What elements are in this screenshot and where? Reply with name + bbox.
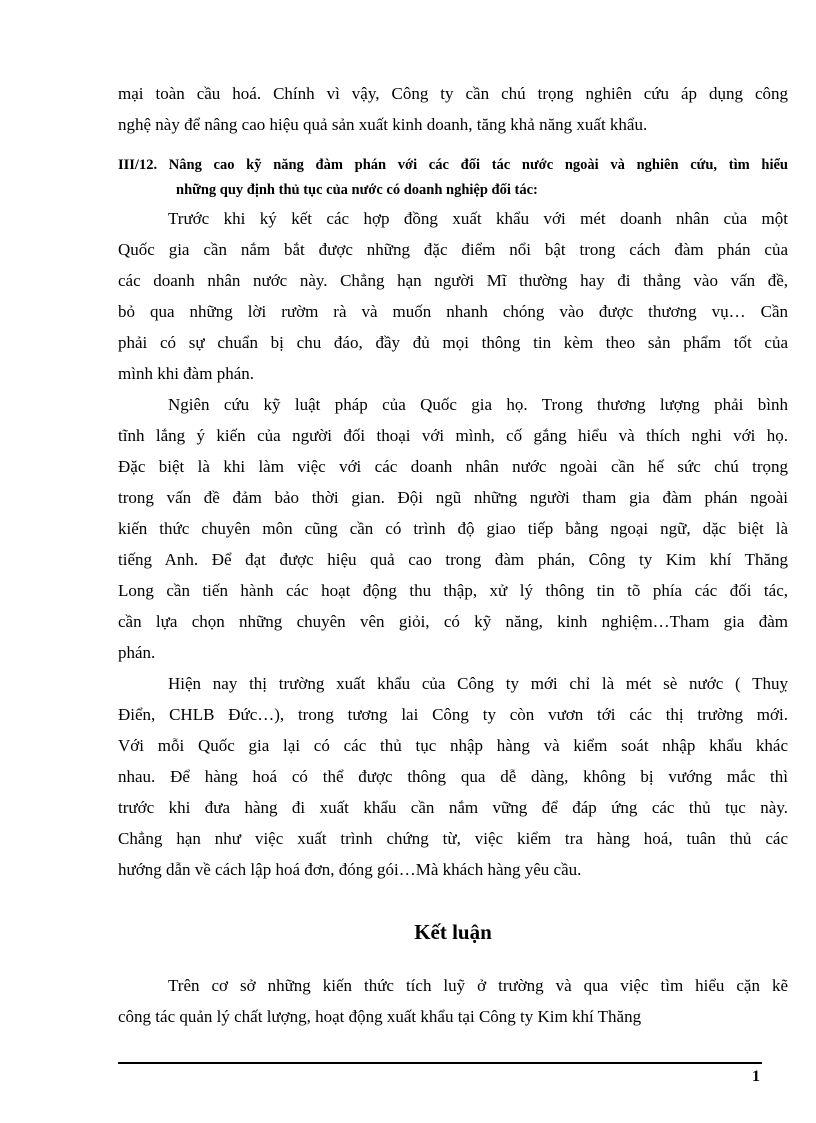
paragraph [118,668,788,885]
text-line: các doanh nhân nước này. Chẳng hạn người Mĩ thường hay đi thẳng vào vấn đề, [118,271,788,290]
text-line: Hiện nay thị trường xuất khẩu của Công ty mới chỉ là mét sè nước ( Thuỵ [168,674,788,693]
paragraph-continuation [118,78,788,140]
text-line: Quốc gia cần nắm bắt được những đặc điểm nổi bật trong cách đàm phán của [118,240,788,259]
text-line: phán. [118,643,156,662]
text-line: Long cần tiến hành các hoạt động thu thập, xử lý thông tin tõ phía các đối tác, [118,581,788,600]
text-line: phải có sự chuẩn bị chu đáo, đầy đủ mọi thông tin kèm theo sản phẩm tốt của [118,333,788,352]
text-line: nghệ này để nâng cao hiệu quả sản xuất kinh doanh, tăng khả năng xuất khẩu. [118,115,648,134]
text-line: cần lựa chọn những chuyên vên giỏi, có kỹ năng, kinh nghiệm…Tham gia đàm [118,612,788,631]
page-number: 1 [752,1068,760,1085]
text-line: bỏ qua những lời rườm rà và muốn nhanh chóng vào được thương vụ… Cần [118,302,788,321]
page-footer [118,1062,762,1087]
text-line: hướng dẫn về cách lập hoá đơn, đóng gói…Mà khách hàng yêu cầu. [118,860,582,879]
section-heading-line: những quy định thủ tục của nước có doanh nghiệp đối tác: [176,182,538,198]
text-line: Với mỗi Quốc gia lại có các thủ tục nhập hàng và kiểm soát nhập khẩu khác [118,736,788,755]
text-line: tĩnh lắng ý kiến của người đối thoại với mình, cố gắng hiểu và thích nghi với họ. [118,426,788,445]
text-line: Chẳng hạn như việc xuất trình chứng từ, việc kiểm tra hàng hoá, tuân thủ các [118,829,788,848]
text-line: Trước khi ký kết các hợp đồng xuất khẩu với mét doanh nhân của một [168,209,788,228]
text-line: Trên cơ sở những kiến thức tích luỹ ở trường và qua việc tìm hiểu cặn kẽ [168,976,788,995]
text-line: kiến thức chuyên môn cũng cần có trình độ giao tiếp bằng ngoại ngữ, dặc biệt là [118,519,788,538]
text-line: công tác quản lý chất lượng, hoạt động xuất khẩu tại Công ty Kim khí Thăng [118,1007,642,1026]
paragraph [118,389,788,668]
text-line: Đặc biệt là khi làm việc với các doanh nhân nước ngoài cần hế sức chú trọng [118,457,788,476]
section-heading [118,153,788,203]
text-line: tiếng Anh. Để đạt được hiệu quả cao trong đàm phán, Công ty Kim khí Thăng [118,550,788,569]
text-line: trong vấn đề đảm bảo thời gian. Đội ngũ những người tham gia đàm phán ngoài [118,488,788,507]
paragraph [118,970,788,1032]
text-line: Điển, CHLB Đức…), trong tương lai Công ty còn vươn tới các thị trường mới. [118,705,788,724]
text-line: nhau. Để hàng hoá có thể được thông qua dễ dàng, không bị vướng mắc thì [118,767,788,786]
text-line: mình khi đàm phán. [118,364,254,383]
conclusion-heading: Kết luận [414,920,492,944]
section-heading-line: III/12. Nâng cao kỹ năng đàm phán với các đối tác nước ngoài và nghiên cứu, tìm hiểu [118,157,788,173]
paragraph [118,203,788,389]
text-line: trước khi đưa hàng đi xuất khẩu cần nắm vững để đáp ứng các thủ tục này. [118,798,788,817]
page-body [118,78,788,1032]
text-line: mại toàn cầu hoá. Chính vì vậy, Công ty cần chú trọng nghiên cứu áp dụng công [118,84,788,103]
text-line: Ngiên cứu kỹ luật pháp của Quốc gia họ. Trong thương lượng phải bình [168,395,788,414]
